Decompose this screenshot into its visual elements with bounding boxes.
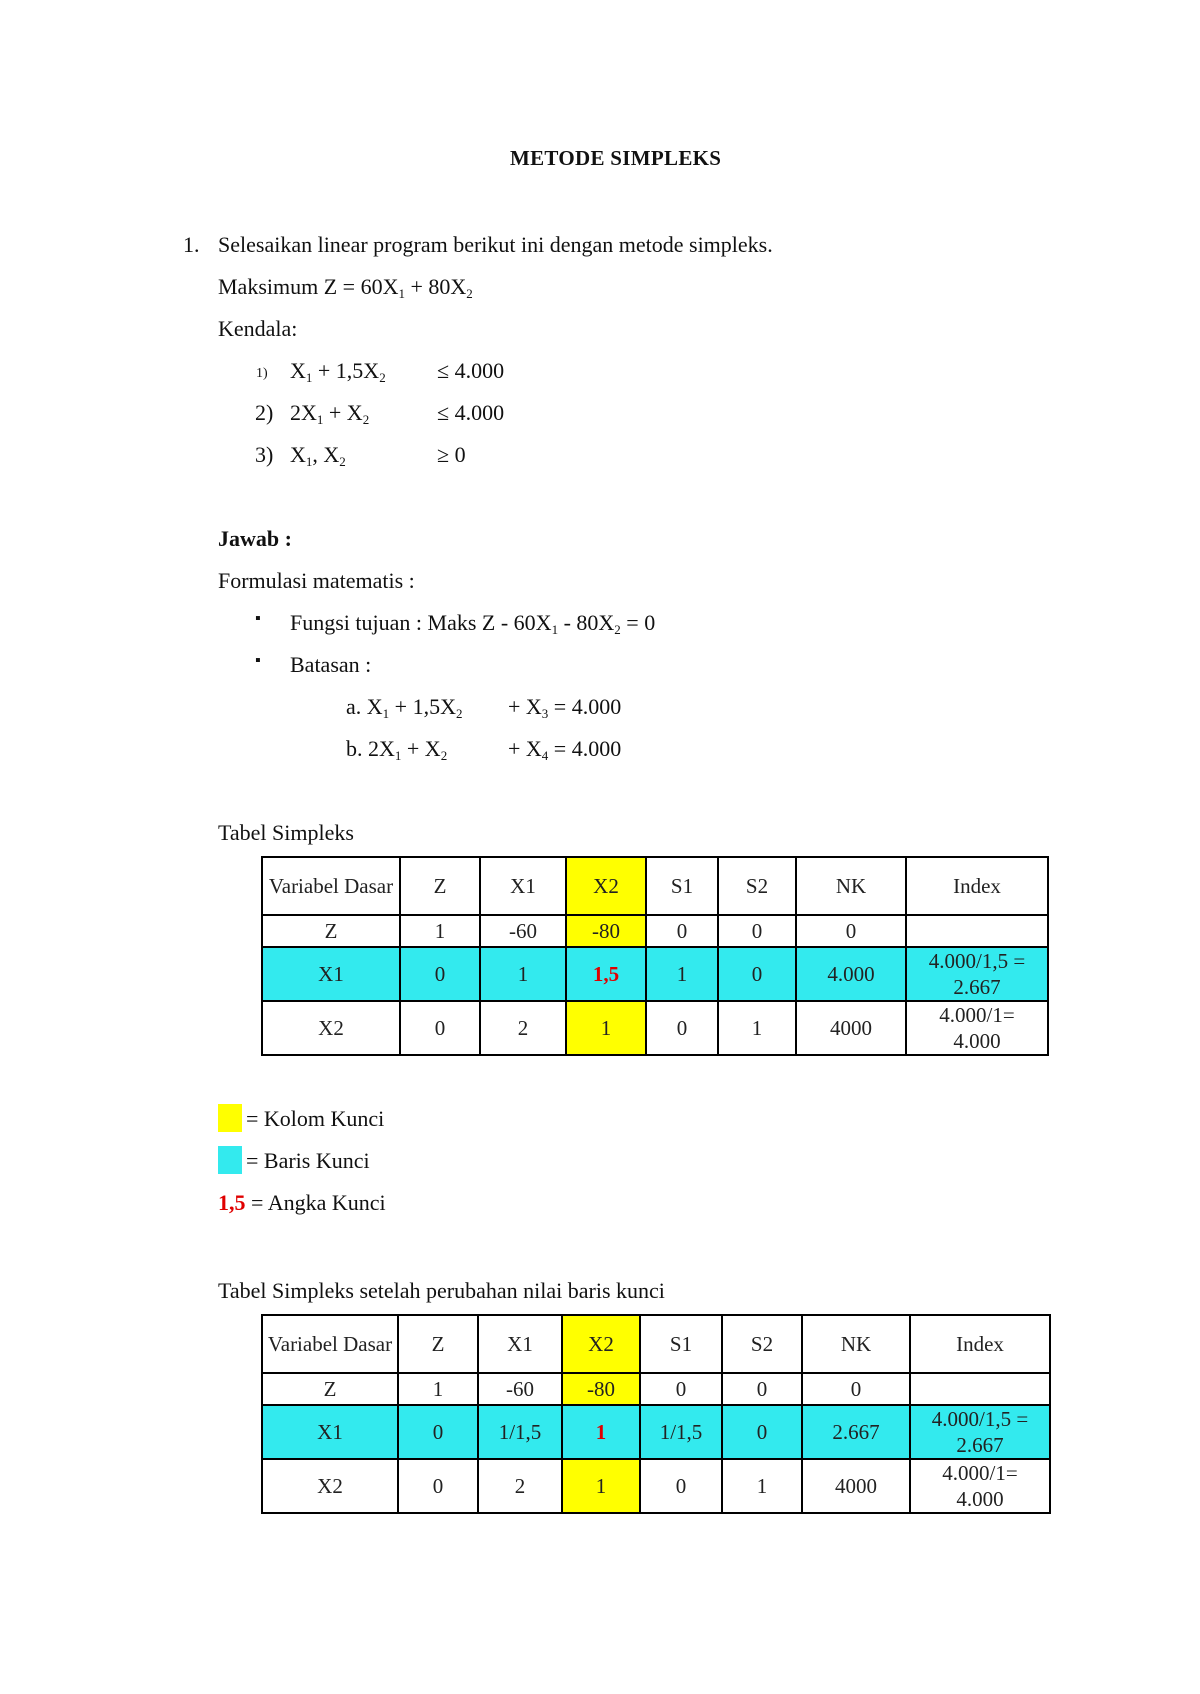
formulation-label: Formulasi matematis : [218,568,415,593]
constraint-2-number: 2) [255,400,274,425]
header-cell-key-column: X2 [566,857,646,915]
table-row [262,1001,1048,1055]
table-cell-key-column: -80 [566,915,646,947]
header-cell: S1 [646,857,718,915]
header-cell: S1 [640,1315,722,1373]
table-cell-index: 4.000/1,5 = 2.667 [906,947,1048,1001]
table-cell-index: 4.000/1,5 = 2.667 [910,1405,1050,1459]
table-cell: 2 [480,1001,566,1055]
legend-kolom-kunci: = Kolom Kunci [246,1106,385,1131]
simplex-table-1 [261,856,1049,1056]
table-row [262,1459,1050,1513]
constraint-3-number: 3) [255,442,274,467]
table-cell: 2 [478,1459,562,1513]
table-cell: 0 [646,1001,718,1055]
table-cell: 1 [718,1001,796,1055]
table-cell: 0 [646,915,718,947]
answer-label: Jawab : [218,526,292,551]
table-cell: X2 [262,1459,398,1513]
table-cell-key-column: -80 [562,1373,640,1405]
legend-baris-kunci: = Baris Kunci [246,1148,370,1173]
header-cell: Z [400,857,480,915]
constraint-3-lhs: $X_1$, $X_2$ [290,442,346,469]
batasan-label: Batasan : [290,652,372,677]
table-cell: 0 [718,947,796,1001]
table-header-row [262,1315,1050,1373]
bullet-icon: ▪ [255,610,261,627]
table-cell-key-number: 1 [562,1405,640,1459]
batasan-b-lhs: b. $2X_1 + X_2$ [346,736,448,763]
table-cell: 1 [722,1459,802,1513]
batasan-a-rhs: + $X_3 = 4.000$ [508,694,622,721]
table-cell: 0 [722,1405,802,1459]
header-cell: S2 [722,1315,802,1373]
batasan-a-lhs: a. $X_1 + 1,5X_2$ [346,694,463,721]
constraint-1-rhs: ≤ 4.000 [437,358,505,383]
table2-caption: Tabel Simpleks setelah perubahan nilai baris kunci [218,1278,665,1303]
cyan-swatch [218,1146,242,1174]
table-cell: 1 [646,947,718,1001]
page-title: METODE SIMPLEKS [510,146,722,170]
table-row-key-row [262,947,1048,1001]
constraint-2-lhs: $2X_1 + X_2$ [290,400,370,427]
table-cell-key-column: 1 [562,1459,640,1513]
table-cell: 1/1,5 [640,1405,722,1459]
table-cell: X2 [262,1001,400,1055]
table-cell [906,915,1048,947]
bullet-icon: ▪ [255,652,261,669]
header-cell: Index [910,1315,1050,1373]
table-cell: 4000 [802,1459,910,1513]
legend-angka-kunci: 1,5 = Angka Kunci [218,1190,386,1215]
table-cell: 0 [400,947,480,1001]
header-cell: Z [398,1315,478,1373]
table-cell: 1 [480,947,566,1001]
objective-function: Maksimum $Z = 60X_1 + 80X_2$ [218,274,473,301]
table-cell: 0 [802,1373,910,1405]
constraint-3-rhs: ≥ 0 [437,442,466,467]
table-cell: 0 [722,1373,802,1405]
table-cell: 0 [640,1459,722,1513]
table-cell: Z [262,915,400,947]
constraint-2-rhs: ≤ 4.000 [437,400,505,425]
table-cell-key-column: 1 [566,1001,646,1055]
table-cell: 0 [398,1405,478,1459]
table-cell: 1/1,5 [478,1405,562,1459]
table-row [262,1373,1050,1405]
objective-formulation: Fungsi tujuan : Maks $Z - 60X_1 - 80X_2 = 0$ [290,610,656,637]
table-cell: 2.667 [802,1405,910,1459]
header-cell: Variabel Dasar [262,1315,398,1373]
header-cell: Index [906,857,1048,915]
header-cell: S2 [718,857,796,915]
table-cell-index: 4.000/1= 4.000 [906,1001,1048,1055]
table-row-key-row [262,1405,1050,1459]
table-cell: 0 [400,1001,480,1055]
table-header-row [262,857,1048,915]
table-cell: 0 [796,915,906,947]
constraint-1-lhs: $X_1 + 1,5X_2$ [290,358,386,385]
table-cell-index: 4.000/1= 4.000 [910,1459,1050,1513]
table-cell: 0 [718,915,796,947]
table-cell: 1 [398,1373,478,1405]
header-cell: X1 [480,857,566,915]
header-cell-key-column: X2 [562,1315,640,1373]
table-row [262,915,1048,947]
problem-number: 1. [183,232,200,257]
header-cell: X1 [478,1315,562,1373]
yellow-swatch [218,1104,242,1132]
table-cell: 1 [400,915,480,947]
table-cell-key-number: 1,5 [566,947,646,1001]
table-cell: -60 [478,1373,562,1405]
table-cell: 0 [398,1459,478,1513]
table-cell: X1 [262,947,400,1001]
table-cell [910,1373,1050,1405]
batasan-b-rhs: + $X_4 = 4.000$ [508,736,622,763]
simplex-table-2 [261,1314,1051,1514]
header-cell: NK [796,857,906,915]
table-cell: 4.000 [796,947,906,1001]
header-cell: NK [802,1315,910,1373]
problem-text: Selesaikan linear program berikut ini dengan metode simpleks. [218,232,773,257]
header-cell: Variabel Dasar [262,857,400,915]
table-cell: -60 [480,915,566,947]
table-cell: X1 [262,1405,398,1459]
table-cell: 4000 [796,1001,906,1055]
table-cell: Z [262,1373,398,1405]
table1-caption: Tabel Simpleks [218,820,354,845]
table-cell: 0 [640,1373,722,1405]
constraint-1-number: 1) [256,366,268,381]
constraints-label: Kendala: [218,316,298,341]
